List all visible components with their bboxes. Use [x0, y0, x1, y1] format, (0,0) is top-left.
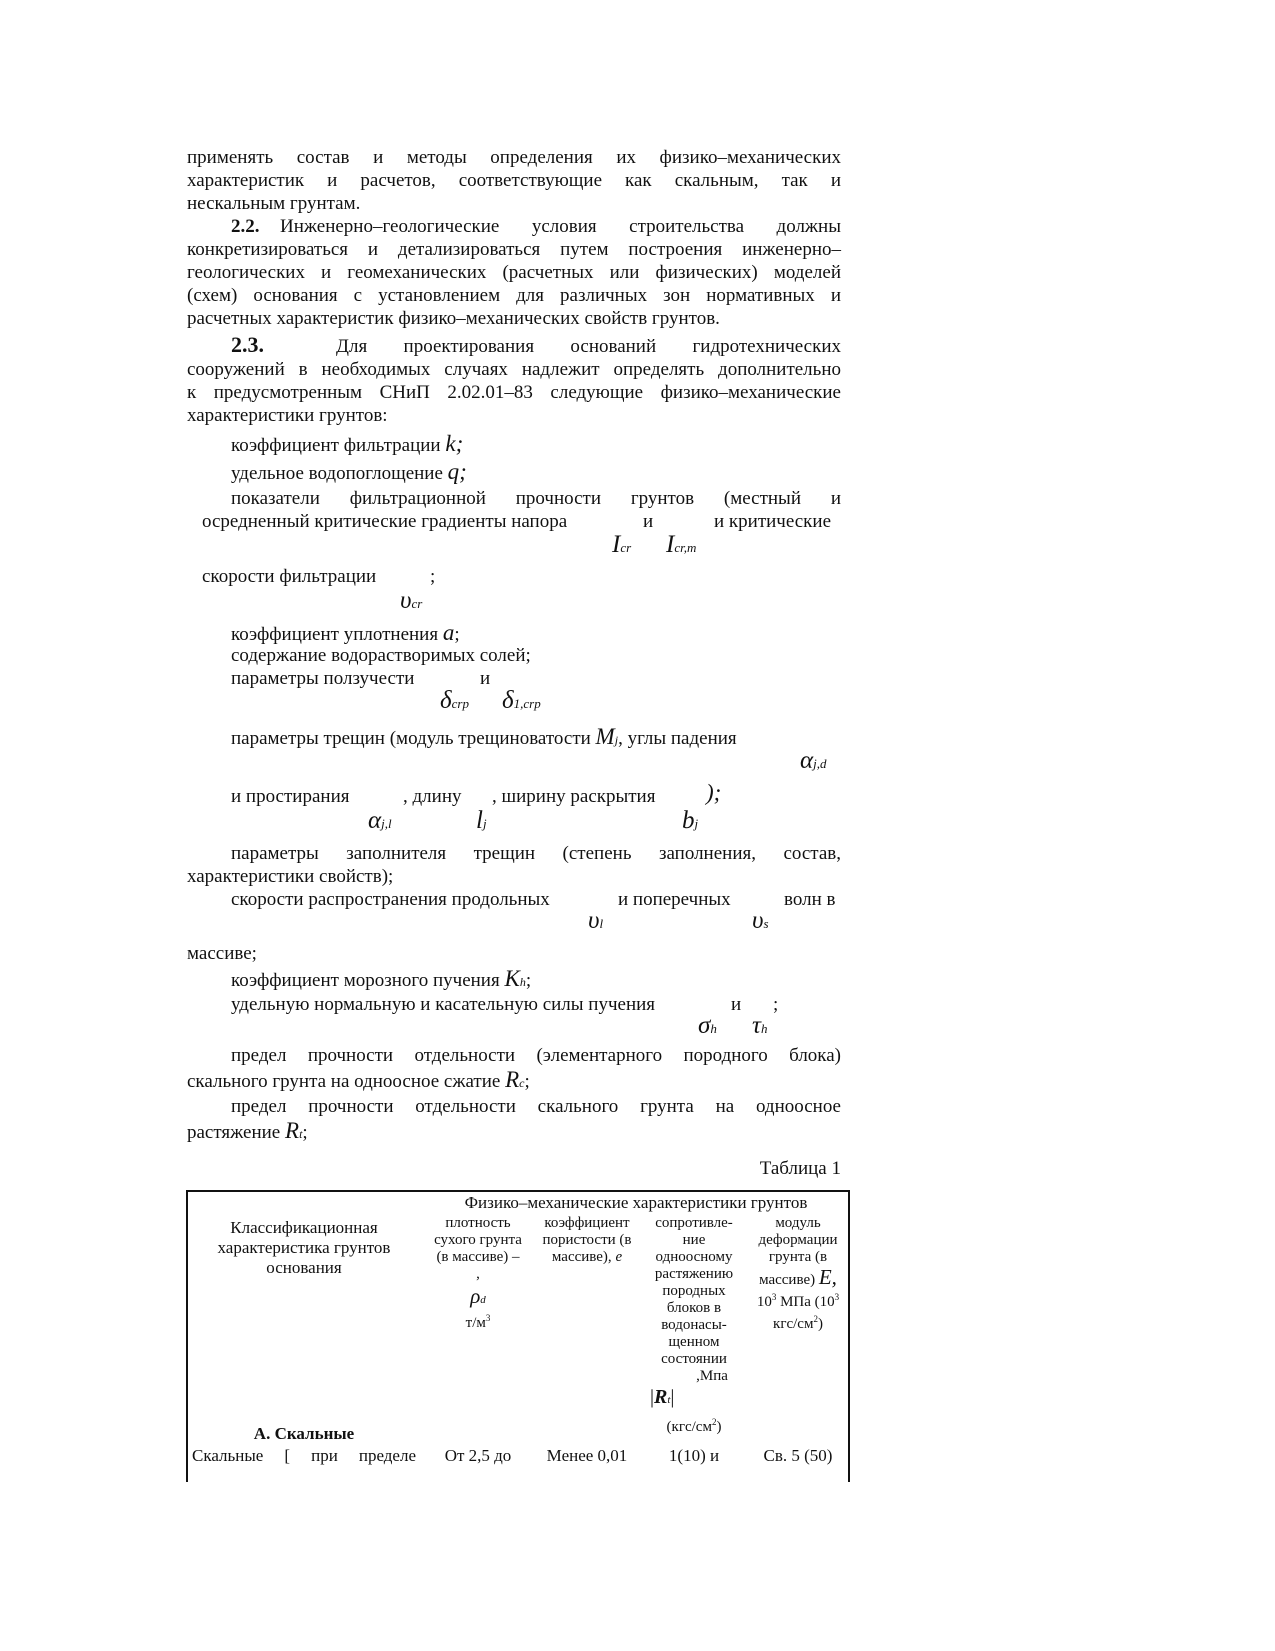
table-row1-col0: Скальные [ при пределе: [192, 1446, 416, 1465]
table-col0-header: Классификационная характеристика грунтов основания: [217, 1218, 391, 1277]
d1crp-symbol: δ1,crp: [502, 687, 541, 714]
item-width: , ширину раскрытия: [492, 786, 656, 807]
table-col1-header: плотность сухого грунта (в массиве) – , ρd $т/м^3$: [424, 1215, 532, 1332]
item-length: , длину: [403, 786, 462, 807]
table-col4-header: модуль деформации грунта (в массиве) E, $10^3$ МПа ($10^3$ кгс/$см^2$): [756, 1215, 840, 1332]
table-row1-col1: От 2,5 до: [444, 1446, 512, 1465]
p3-line-3: к предусмотренным СНиП 2.02.01–83 следующие физико–механические: [187, 382, 841, 403]
e-symbol: e: [615, 1249, 623, 1265]
p2-number: 2.2.: [231, 216, 260, 237]
abs-rt-symbol: |Rt|: [650, 1386, 675, 1408]
item-waves-line-2: массиве;: [187, 943, 257, 964]
p2-line-3: геологических и геомеханических (расчетных или физических) моделей: [187, 262, 841, 283]
table-row1-col3: 1(10) и: [668, 1446, 720, 1465]
k-symbol: k: [445, 431, 456, 456]
p2-line-4: (схем) основания с установлением для различных зон нормативных и: [187, 285, 841, 306]
item-salts: содержание водорастворимых солей;: [231, 645, 531, 666]
p1-line-2: характеристик и расчетов, соответствующие как скальным, так и: [187, 170, 841, 191]
item-waves: скорости распространения продольных: [231, 889, 550, 910]
lj-symbol: lj: [476, 807, 487, 834]
item-filler-line-2: характеристики свойств);: [187, 866, 394, 887]
rho-d-symbol: ρd: [470, 1284, 486, 1308]
vl-symbol: υl: [588, 907, 604, 934]
sigma-h-symbol: σh: [698, 1012, 717, 1039]
item-filler-line-1: параметры заполнителя трещин (степень заполнения, состав,: [231, 843, 841, 864]
tau-h-symbol: τh: [752, 1012, 768, 1039]
dcrp-symbol: δcrp: [440, 687, 469, 714]
table-col3-header: сопротивле- ние одноосному растяжению породных блоков в водонасы- щенном состоянии ,Мпа |Rt| $(кгс/см^2)$: [642, 1215, 746, 1436]
table-group-header: Физико–механические характеристики грунтов: [464, 1193, 808, 1212]
icrm-symbol: Icr,m: [666, 531, 697, 558]
bj-symbol: bj: [682, 807, 699, 834]
item-frost-heave: коэффициент морозного пучения Kh;: [231, 966, 532, 991]
item-gradients-and: и: [643, 511, 654, 532]
table-section-rock: А. Скальные: [253, 1424, 355, 1443]
vcr-symbol: υcr: [400, 587, 423, 614]
e-modulus-symbol: E,: [818, 1265, 837, 1289]
p2-line-1: Инженерно–геологические условия строительства должны: [280, 216, 841, 237]
item-cracks: параметры трещин (модуль трещиноватости Mj, углы падения: [231, 724, 737, 749]
item-heave-forces: удельную нормальную и касательную силы пучения: [231, 994, 656, 1015]
item-rc-line-2: скального грунта на одноосное сжатие Rc;: [187, 1067, 530, 1092]
table-left-border: [186, 1190, 188, 1482]
q-symbol: q: [447, 459, 460, 484]
a-symbol: a: [442, 620, 455, 645]
item-heave-forces-end: ;: [773, 994, 779, 1015]
table-caption: Таблица 1: [759, 1158, 841, 1179]
p3-line-2: сооружений в необходимых случаях надлежит определять дополнительно: [187, 359, 841, 380]
item-creep-and: и: [480, 668, 491, 689]
item-rc-line-1: предел прочности отдельности (элементарного породного блока): [231, 1045, 841, 1066]
item-gradients-line-2c: и критические: [714, 511, 832, 532]
kh-symbol: K: [504, 966, 520, 991]
table-row1-col4: Св. 5 (50): [763, 1446, 833, 1465]
p3-number: 2.3.: [231, 332, 264, 357]
item-water-absorption: удельное водопоглощение q;: [231, 459, 467, 484]
item-waves-and: и поперечных: [618, 889, 731, 910]
item-gradients-line-2a: осредненный критические градиенты напора: [202, 511, 568, 532]
table-1: [186, 1190, 850, 1482]
item-compaction-coef: коэффициент уплотнения a;: [231, 620, 460, 645]
item-strike: и простирания: [231, 786, 350, 807]
item-heave-forces-and: и: [731, 994, 742, 1015]
vs-symbol: υs: [752, 907, 769, 934]
item-filtration-velocity: скорости фильтрации: [202, 566, 377, 587]
table-col2-header: коэффициент пористости (в массиве), e: [542, 1215, 632, 1265]
item-waves-end: волн в: [784, 889, 836, 910]
mj-symbol: M: [595, 724, 615, 749]
item-creep: параметры ползучести: [231, 668, 415, 689]
p1-line-1: применять состав и методы определения их физико–механических: [187, 147, 841, 168]
icr-symbol: Icr: [612, 531, 632, 558]
item-strike-close: );: [706, 780, 722, 805]
p3-line-1: Для проектирования оснований гидротехнических: [336, 336, 841, 357]
ajd-symbol: αj,d: [800, 747, 827, 774]
item-gradients-line-1: показатели фильтрационной прочности грунтов (местный и: [231, 488, 841, 509]
p1-line-3: нескальным грунтам.: [187, 193, 361, 214]
p3-line-4: характеристики грунтов:: [187, 405, 388, 426]
rt-symbol: R: [285, 1118, 300, 1143]
item-rt-line-2: растяжение Rt;: [187, 1118, 308, 1143]
table-top-border: [186, 1190, 850, 1192]
p2-line-5: расчетных характеристик физико–механических свойств грунтов.: [187, 308, 720, 329]
item-rt-line-1: предел прочности отдельности скального грунта на одноосное: [231, 1096, 841, 1117]
item-filtration-velocity-semicolon: ;: [430, 566, 436, 587]
ajl-symbol: αj,l: [368, 807, 392, 834]
table-row1-col2: Менее 0,01: [546, 1446, 628, 1465]
rc-symbol: R: [505, 1067, 520, 1092]
p2-line-2: конкретизироваться и детализироваться путем построения инженерно–: [187, 239, 841, 260]
item-filtration-coef: коэффициент фильтрации k;: [231, 431, 464, 456]
